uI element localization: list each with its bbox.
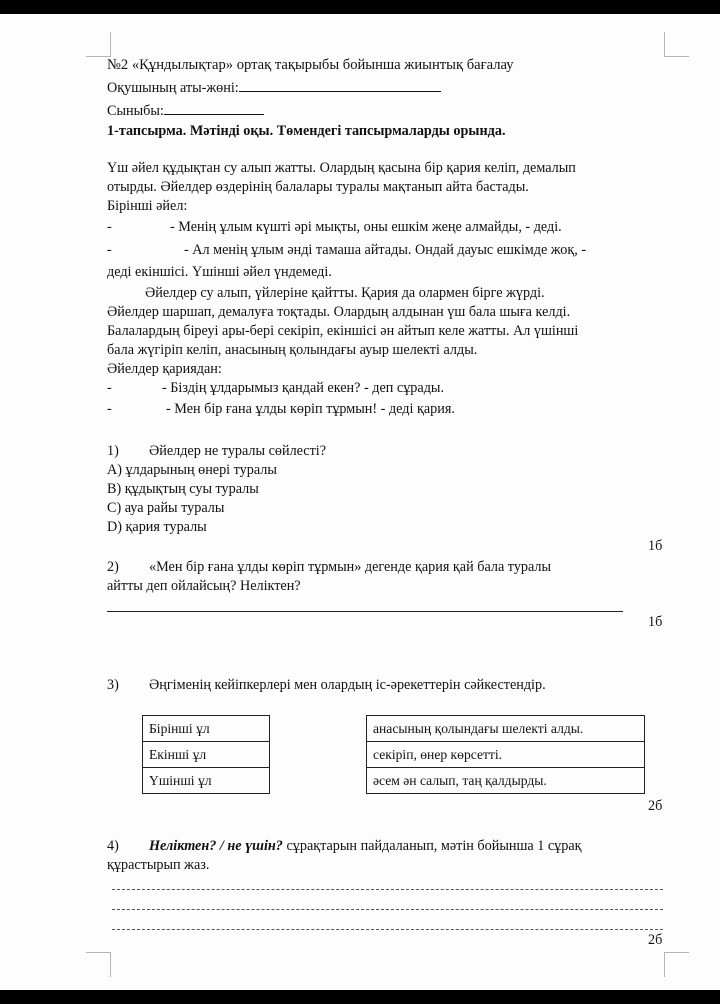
student-name-row bbox=[107, 77, 441, 97]
q2-question-line1: «Мен бір ғана ұлды көріп тұрмын» дегенде қария қай бала туралы bbox=[149, 559, 552, 575]
q4-question-line2: құрастырып жаз. bbox=[107, 857, 210, 873]
q4-emphasis: Неліктен? / не үшін? bbox=[149, 838, 283, 854]
q4-number: 4) bbox=[107, 838, 119, 854]
text-line: - Мен бір ғана ұлды көріп тұрмын! - деді қария. bbox=[166, 401, 455, 417]
q4-answer-line[interactable] bbox=[112, 889, 663, 890]
student-name-blank[interactable] bbox=[239, 77, 441, 92]
q2-answer-line[interactable] bbox=[107, 611, 623, 612]
q4-answer-line[interactable] bbox=[112, 929, 663, 930]
q4-score: 2б bbox=[648, 932, 663, 948]
text-line: - Ал менің ұлым әнді тамаша айтады. Ондай дауыс ешкімде жоқ, - bbox=[184, 242, 587, 258]
dialogue-dash: - bbox=[107, 380, 112, 396]
q1-number: 1) bbox=[107, 443, 119, 459]
text-line: - Менің ұлым күшті әрі мықты, оны ешкім жеңе алмайды, - деді. bbox=[170, 219, 562, 235]
crop-mark bbox=[86, 32, 111, 57]
text-line: Бірінші әйел: bbox=[107, 198, 188, 214]
q1-option-b[interactable]: B) құдықтың суы туралы bbox=[107, 481, 259, 497]
class-blank[interactable] bbox=[164, 100, 264, 115]
class-label: Сыныбы: bbox=[107, 103, 164, 119]
q3-question: Әңгіменің кейіпкерлері мен олардың іс-әрекеттерін сәйкестендір. bbox=[149, 677, 546, 693]
q2-question-line2: айтты деп ойлайсың? Неліктен? bbox=[107, 578, 301, 594]
q3-action[interactable]: секіріп, өнер көрсетті. bbox=[367, 742, 645, 768]
worksheet-page bbox=[0, 14, 720, 990]
q3-character[interactable]: Екінші ұл bbox=[143, 742, 270, 768]
class-row bbox=[107, 100, 264, 120]
q1-score: 1б bbox=[648, 538, 663, 554]
q3-action[interactable]: анасының қолындағы шелекті алды. bbox=[367, 716, 645, 742]
q4-answer-line[interactable] bbox=[112, 909, 663, 910]
crop-mark bbox=[86, 952, 111, 977]
dialogue-dash: - bbox=[107, 401, 112, 417]
text-line: Әйелдер су алып, үйлеріне қайтты. Қария да олармен бірге жүрді. bbox=[145, 285, 545, 301]
text-line: отырды. Әйелдер өздерінің балалары туралы мақтанып айта бастады. bbox=[107, 179, 529, 195]
q2-score: 1б bbox=[648, 614, 663, 630]
q1-option-a[interactable]: A) ұлдарының өнері туралы bbox=[107, 462, 277, 478]
crop-mark bbox=[664, 952, 689, 977]
student-name-label: Оқушының аты-жөні: bbox=[107, 80, 239, 96]
text-line: Әйелдер қариядан: bbox=[107, 361, 222, 377]
page-title: №2 «Құндылықтар» ортақ тақырыбы бойынша жиынтық бағалау bbox=[107, 57, 514, 73]
crop-mark bbox=[664, 32, 689, 57]
q1-option-c[interactable]: C) ауа райы туралы bbox=[107, 500, 225, 516]
q2-number: 2) bbox=[107, 559, 119, 575]
q1-option-d[interactable]: D) қария туралы bbox=[107, 519, 207, 535]
dialogue-dash: - bbox=[107, 219, 112, 235]
task-title: 1-тапсырма. Мәтінді оқы. Төмендегі тапсырмаларды орында. bbox=[107, 123, 506, 139]
q4-question-rest: сұрақтарын пайдаланып, мәтін бойынша 1 сұрақ bbox=[282, 838, 582, 854]
text-line: бала жүгіріп келіп, анасының қолындағы ауыр шелекті алды. bbox=[107, 342, 478, 358]
q4-question-line1 bbox=[149, 837, 582, 855]
q3-character[interactable]: Үшінші ұл bbox=[143, 768, 270, 794]
q3-character[interactable]: Бірінші ұл bbox=[143, 716, 270, 742]
text-line: Әйелдер шаршап, демалуға тоқтады. Олардың алдынан үш бала шыға келді. bbox=[107, 304, 571, 320]
q3-score: 2б bbox=[648, 798, 663, 814]
q3-actions-table bbox=[366, 715, 645, 794]
text-line: - Біздің ұлдарымыз қандай екен? - деп сұрады. bbox=[162, 380, 444, 396]
dialogue-dash: - bbox=[107, 242, 112, 258]
q3-characters-table bbox=[142, 715, 270, 794]
text-line: деді екіншісі. Үшінші әйел үндемеді. bbox=[107, 264, 332, 280]
q1-question: Әйелдер не туралы сөйлесті? bbox=[149, 443, 327, 459]
text-line: Үш әйел құдықтан су алып жатты. Олардың қасына бір қария келіп, демалып bbox=[107, 160, 576, 176]
text-line: Балалардың біреуі ары-бері секіріп, екіншісі ән айтып келе жатты. Ал үшінші bbox=[107, 323, 579, 339]
q3-action[interactable]: әсем ән салып, таң қалдырды. bbox=[367, 768, 645, 794]
q3-number: 3) bbox=[107, 677, 119, 693]
